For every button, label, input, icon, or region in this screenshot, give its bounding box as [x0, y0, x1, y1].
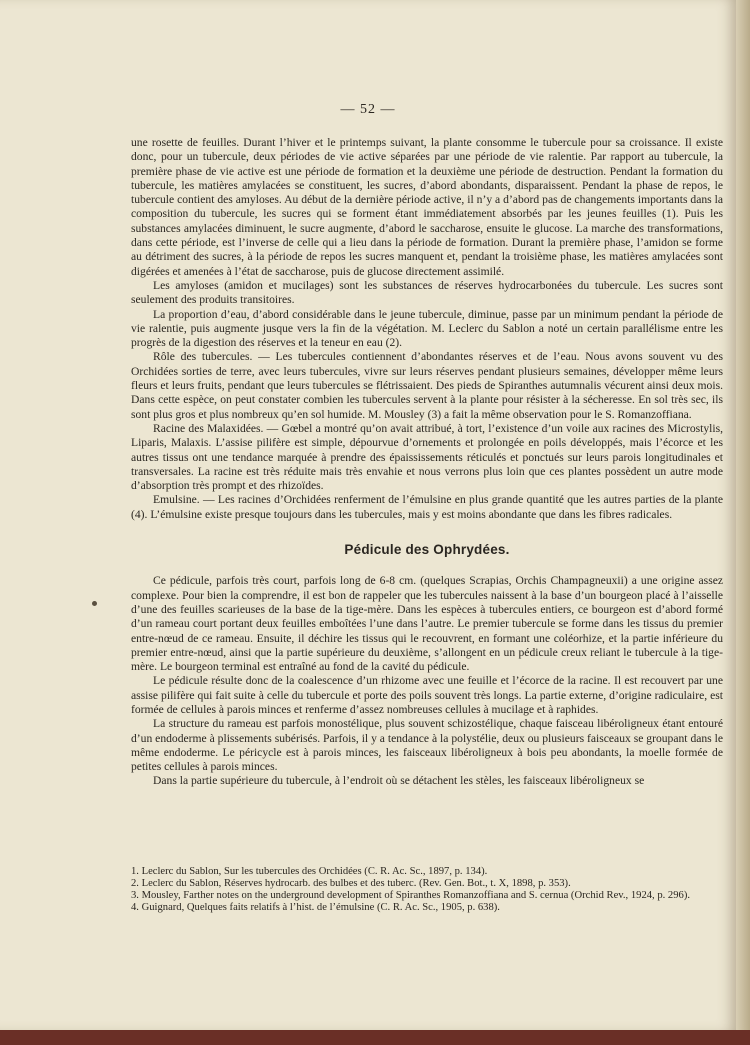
paragraph: La structure du rameau est parfois monostélique, plus souvent schizostélique, chaque faisceau libéroligneux étant entouré d’un endoderme à plissements subérisés. Parfois, il y a tendance à la polystélie, deux ou plusieurs faisceaux se groupant dans le même endoderme. Le péricycle est à parois minces, les faisceaux libéroligneux à bois peu abondants, la moelle formée de petites cellules à parois minces.: [131, 717, 723, 774]
page-edge: [736, 0, 750, 1045]
section-heading: Pédicule des Ophrydées.: [344, 542, 510, 558]
paragraph: Les amyloses (amidon et mucilages) sont les substances de réserves hydrocarbonées du tubercule. Les sucres sont seulement des produits transitoires.: [131, 278, 723, 307]
paragraph: Dans la partie supérieure du tubercule, à l’endroit où se détachent les stèles, les faisceaux libéroligneux se: [153, 774, 645, 788]
footnotes: [131, 866, 723, 914]
footnote: 1. Leclerc du Sablon, Sur les tubercules des Orchidées (C. R. Ac. Sc., 1897, p. 134).: [131, 866, 488, 877]
paragraph: Racine des Malaxidées. — Gœbel a montré qu’on avait attribué, à tort, l’existence d’un voile aux racines des Microstylis, Liparis, Malaxis. L’assise pilifère est simple, dépourvue d’ornements et prolongée en poils développés, mais l’écorce et les autres tissus ont une tendance marquée à prendre des épaississements réticulés et ponctués sur leurs parois longitudinales et transversales. La racine est très réduite mais très envahie et nous verrons plus loin que ces plantes possèdent un autre mode d’absorption très prompt et des rhizoïdes.: [131, 421, 723, 493]
footnote: 4. Guignard, Quelques faits relatifs à l’hist. de l’émulsine (C. R. Ac. Sc., 1905, p. 638).: [131, 902, 500, 913]
paragraph: Emulsine. — Les racines d’Orchidées renferment de l’émulsine en plus grande quantité que les autres parties de la plante (4). L’émulsine existe presque toujours dans les tubercules, mais y est moins abondante que dans les fibres radicales.: [131, 493, 723, 521]
footnote: 2. Leclerc du Sablon, Réserves hydrocarb. des bulbes et des tuberc. (Rev. Gen. Bot., t. X, 1898, p. 353).: [131, 878, 571, 889]
paragraph: Rôle des tubercules. — Les tubercules contiennent d’abondantes réserves et de l’eau. Nous avons souvent vu des Orchidées sorties de terre, avec leurs tubercules, vivre sur leurs réserves pendant plusieurs semaines, développer même leurs fleurs et leurs fruits, pendant que leurs tubercules se flétrissaient. Des pieds de Spiranthes autumnalis vécurent ainsi deux mois. Dans cette espèce, on peut constater combien les tubercules servent à la plante pour résister à la sécheresse. En sol très sec, ils sont plus gros et plus nombreux qu’en sol humide. M. Mousley (3) a fait la même observation pour le S. Romanzoffiana.: [131, 350, 723, 421]
page-number: — 52 —: [340, 102, 396, 117]
paragraph: Ce pédicule, parfois très court, parfois long de 6-8 cm. (quelques Scrapias, Orchis Champagneuxii) a une origine assez complexe. Pour bien la comprendre, il est bon de rappeler que les tubercules naissent à la base d’un bourgeon placé à l’aisselle d’une des feuilles scarieuses de la base de la tige-mère. Dans les espèces à tubercules entiers, ce bourgeon est d’abord formé d’un rameau court portant deux feuilles emboîtées l’une dans l’autre. Le premier tubercule se forme dans les tissus du premier entre-nœud de ce rameau. Ensuite, il déchire les tissus qui le recouvrent, en formant une coléorhize, et la partie inférieure du premier entre-nœud, ainsi que la partie supérieure du deuxième, s’allongent en un pédicule creux reliant le tubercule à la tige-mère. Le bourgeon terminal est entraîné au fond de la cavité du pédicule.: [131, 574, 723, 674]
body-text: [131, 136, 723, 789]
margin-dot: [92, 601, 97, 606]
paragraph: Le pédicule résulte donc de la coalescence d’un rhizome avec une feuille et l’écorce de la racine. Il est recouvert par une assise pilifère qui fait suite à celle du tubercule et porte des poils souvent très longs. La partie externe, d’origine radiculaire, est formée de cellules à parois minces et renferme d’assez nombreuses cellules à mucilage et à raphides.: [131, 674, 723, 716]
paragraph: une rosette de feuilles. Durant l’hiver et le printemps suivant, la plante consomme le tubercule pour sa croissance. Il existe donc, pour un tubercule, deux périodes de vie active séparées par une période de vie ralentie. Par rapport au tubercule, la première phase de vie active est une période de formation et la deuxième une période de destruction. Pendant la formation du tubercule, les matières amylacées se constituent, les sucres, d’abord abondants, disparaissent. Pendant la phase de repos, le tubercule contient des amyloses. Au début de la dernière période active, il n’y a d’abord pas de changements importants dans la composition du tubercule, les sucres qui se forment étant immédiatement absorbés par les jeunes feuilles (1). Puis les substances amylacées diminuent, le sucre augmente, d’abord le saccharose, ensuite le glucose. La marche des transformations, dans cette période, est l’inverse de celle qui a lieu dans la période de formation. Durant la première phase, l’amidon se forme au détriment des sucres, à la période de repos les sucres manquent et, pendant la troisième phase, les matières amylacées sont digérées et amenées à l’état de saccharose, puis de glucose directement assimilé.: [131, 136, 723, 278]
paragraph: La proportion d’eau, d’abord considérable dans le jeune tubercule, diminue, passe par un minimum pendant la période de vie ralentie, puis augmente jusque vers la fin de la végétation. M. Leclerc du Sablon a noté un certain parallélisme entre les progrès de la digestion des réserves et la teneur en eau (2).: [131, 307, 723, 350]
book-cover-edge: [0, 1030, 750, 1045]
footnote: 3. Mousley, Farther notes on the underground development of Spiranthes Romanzoffiana and S. cernua (Orchid Rev., 1924, p. 296).: [131, 890, 690, 901]
